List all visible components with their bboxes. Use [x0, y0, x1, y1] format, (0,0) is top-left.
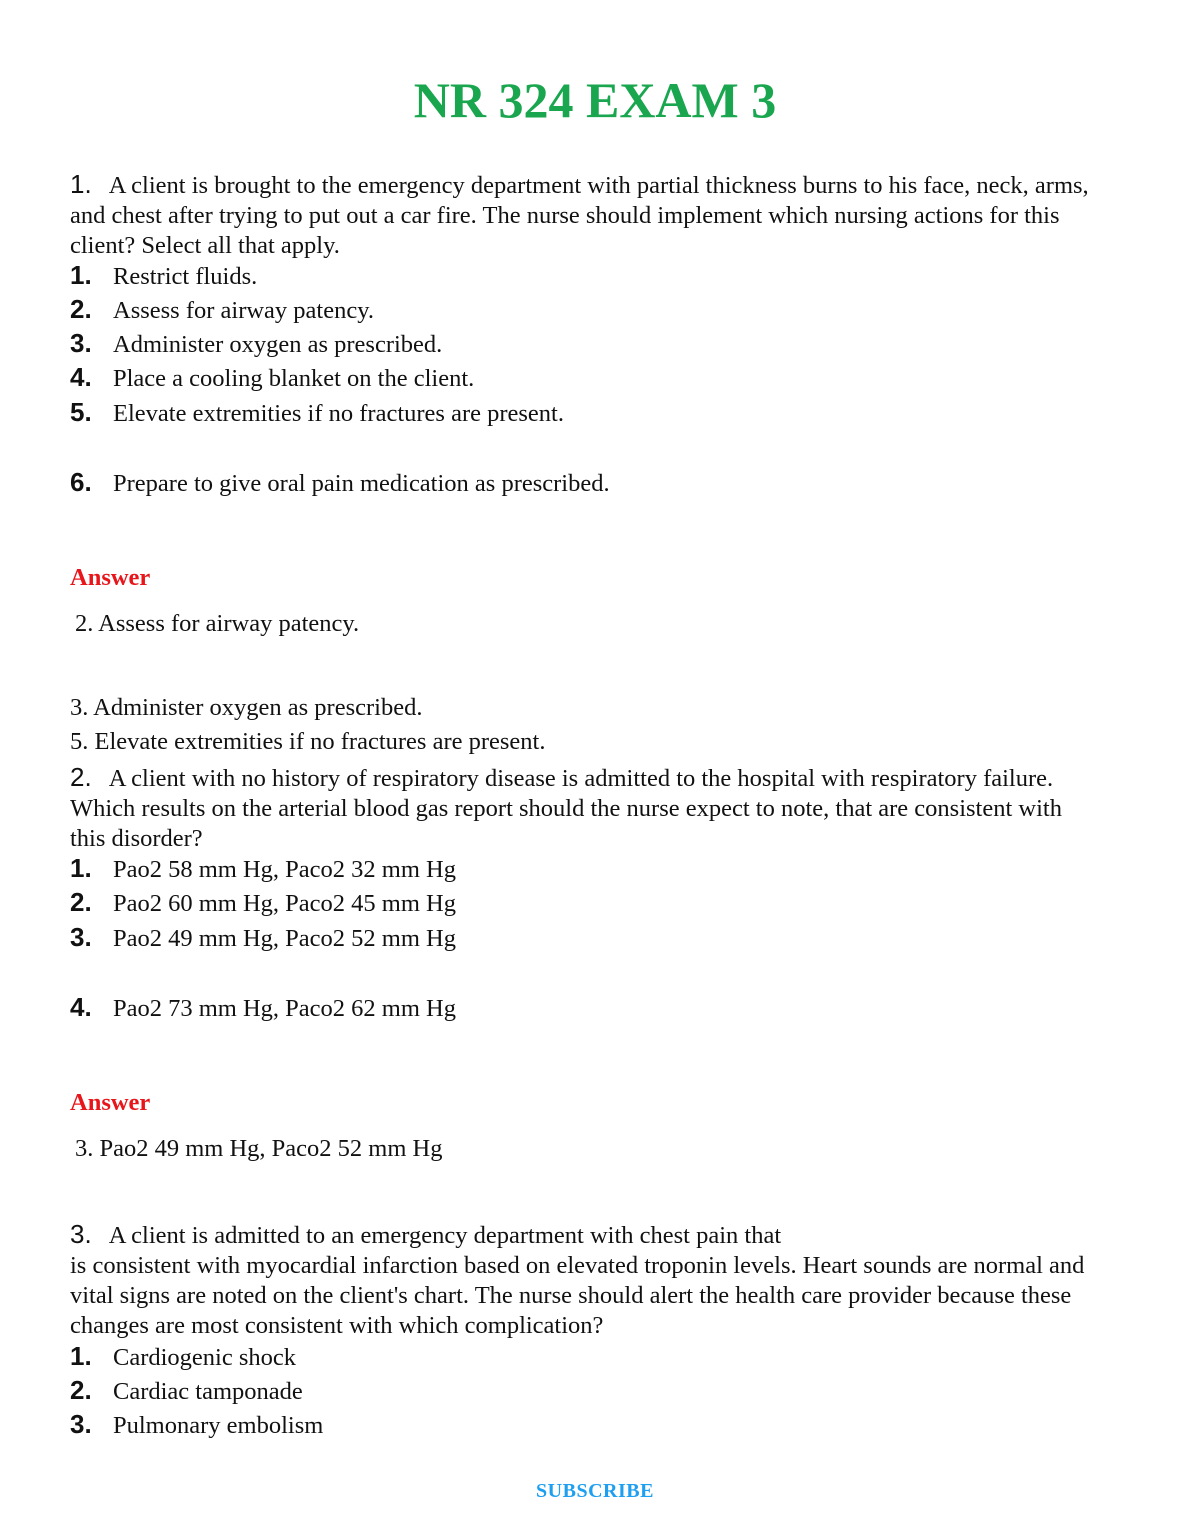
question-2-option-3: 3. Pao2 49 mm Hg, Paco2 52 mm Hg: [70, 922, 456, 952]
question-1-option-2: 2. Assess for airway patency.: [70, 294, 375, 324]
question-3-option-2: 2. Cardiac tamponade: [70, 1375, 303, 1405]
question-1-option-4: 4. Place a cooling blanket on the client.: [70, 362, 475, 392]
question-1-option-1: 1. Restrict fluids.: [70, 260, 258, 290]
question-2-text: [70, 762, 1100, 854]
question-2-answer-1: 3. Pao2 49 mm Hg, Paco2 52 mm Hg: [75, 1135, 443, 1162]
question-2-stem: A client with no history of respiratory disease is admitted to the hospital with respiratory failure. Which results on the arterial blood gas report should the nurse expect to note, that are consistent with this disorder?: [70, 765, 1062, 852]
question-3-option-1: 1. Cardiogenic shock: [70, 1341, 297, 1371]
question-2-option-2: 2. Pao2 60 mm Hg, Paco2 45 mm Hg: [70, 887, 456, 917]
question-3-number: 3.: [70, 1219, 92, 1249]
document-title: NR 324 EXAM 3: [413, 72, 777, 128]
question-1-option-3: 3. Administer oxygen as prescribed.: [70, 328, 443, 358]
question-3-option-3: 3. Pulmonary embolism: [70, 1409, 324, 1439]
question-1-option-5: 5. Elevate extremities if no fractures are present.: [70, 397, 564, 427]
question-1-option-6: 6. Prepare to give oral pain medication as prescribed.: [70, 467, 610, 497]
question-2-option-1: 1. Pao2 58 mm Hg, Paco2 32 mm Hg: [70, 853, 456, 883]
question-2-option-4: 4. Pao2 73 mm Hg, Paco2 62 mm Hg: [70, 992, 456, 1022]
question-3-stem-line-1: A client is admitted to an emergency department with chest pain that: [108, 1222, 782, 1249]
question-1-text: [70, 169, 1100, 261]
question-1-answer-1: 2. Assess for airway patency.: [75, 610, 360, 637]
question-2-answer-label: Answer: [70, 1089, 151, 1116]
question-3-stem-rest: is consistent with myocardial infarction based on elevated troponin levels. Heart sounds are normal and vital signs are noted on the client's chart. The nurse should alert the health care provider because these changes are most consistent with which complication?: [70, 1252, 1085, 1339]
question-3-text: [70, 1219, 1100, 1341]
question-1-answer-3: 5. Elevate extremities if no fractures are present.: [70, 728, 546, 755]
subscribe-link[interactable]: SUBSCRIBE: [536, 1480, 654, 1502]
question-1-answer-label: Answer: [70, 564, 151, 591]
question-2-number: 2.: [70, 762, 92, 792]
question-1-number: 1.: [70, 169, 92, 199]
question-1-stem: A client is brought to the emergency department with partial thickness burns to his face, neck, arms, and chest after trying to put out a car fire. The nurse should implement which nursing actions for this client? Select all that apply.: [70, 172, 1089, 259]
question-1-answer-2: 3. Administer oxygen as prescribed.: [70, 694, 423, 721]
